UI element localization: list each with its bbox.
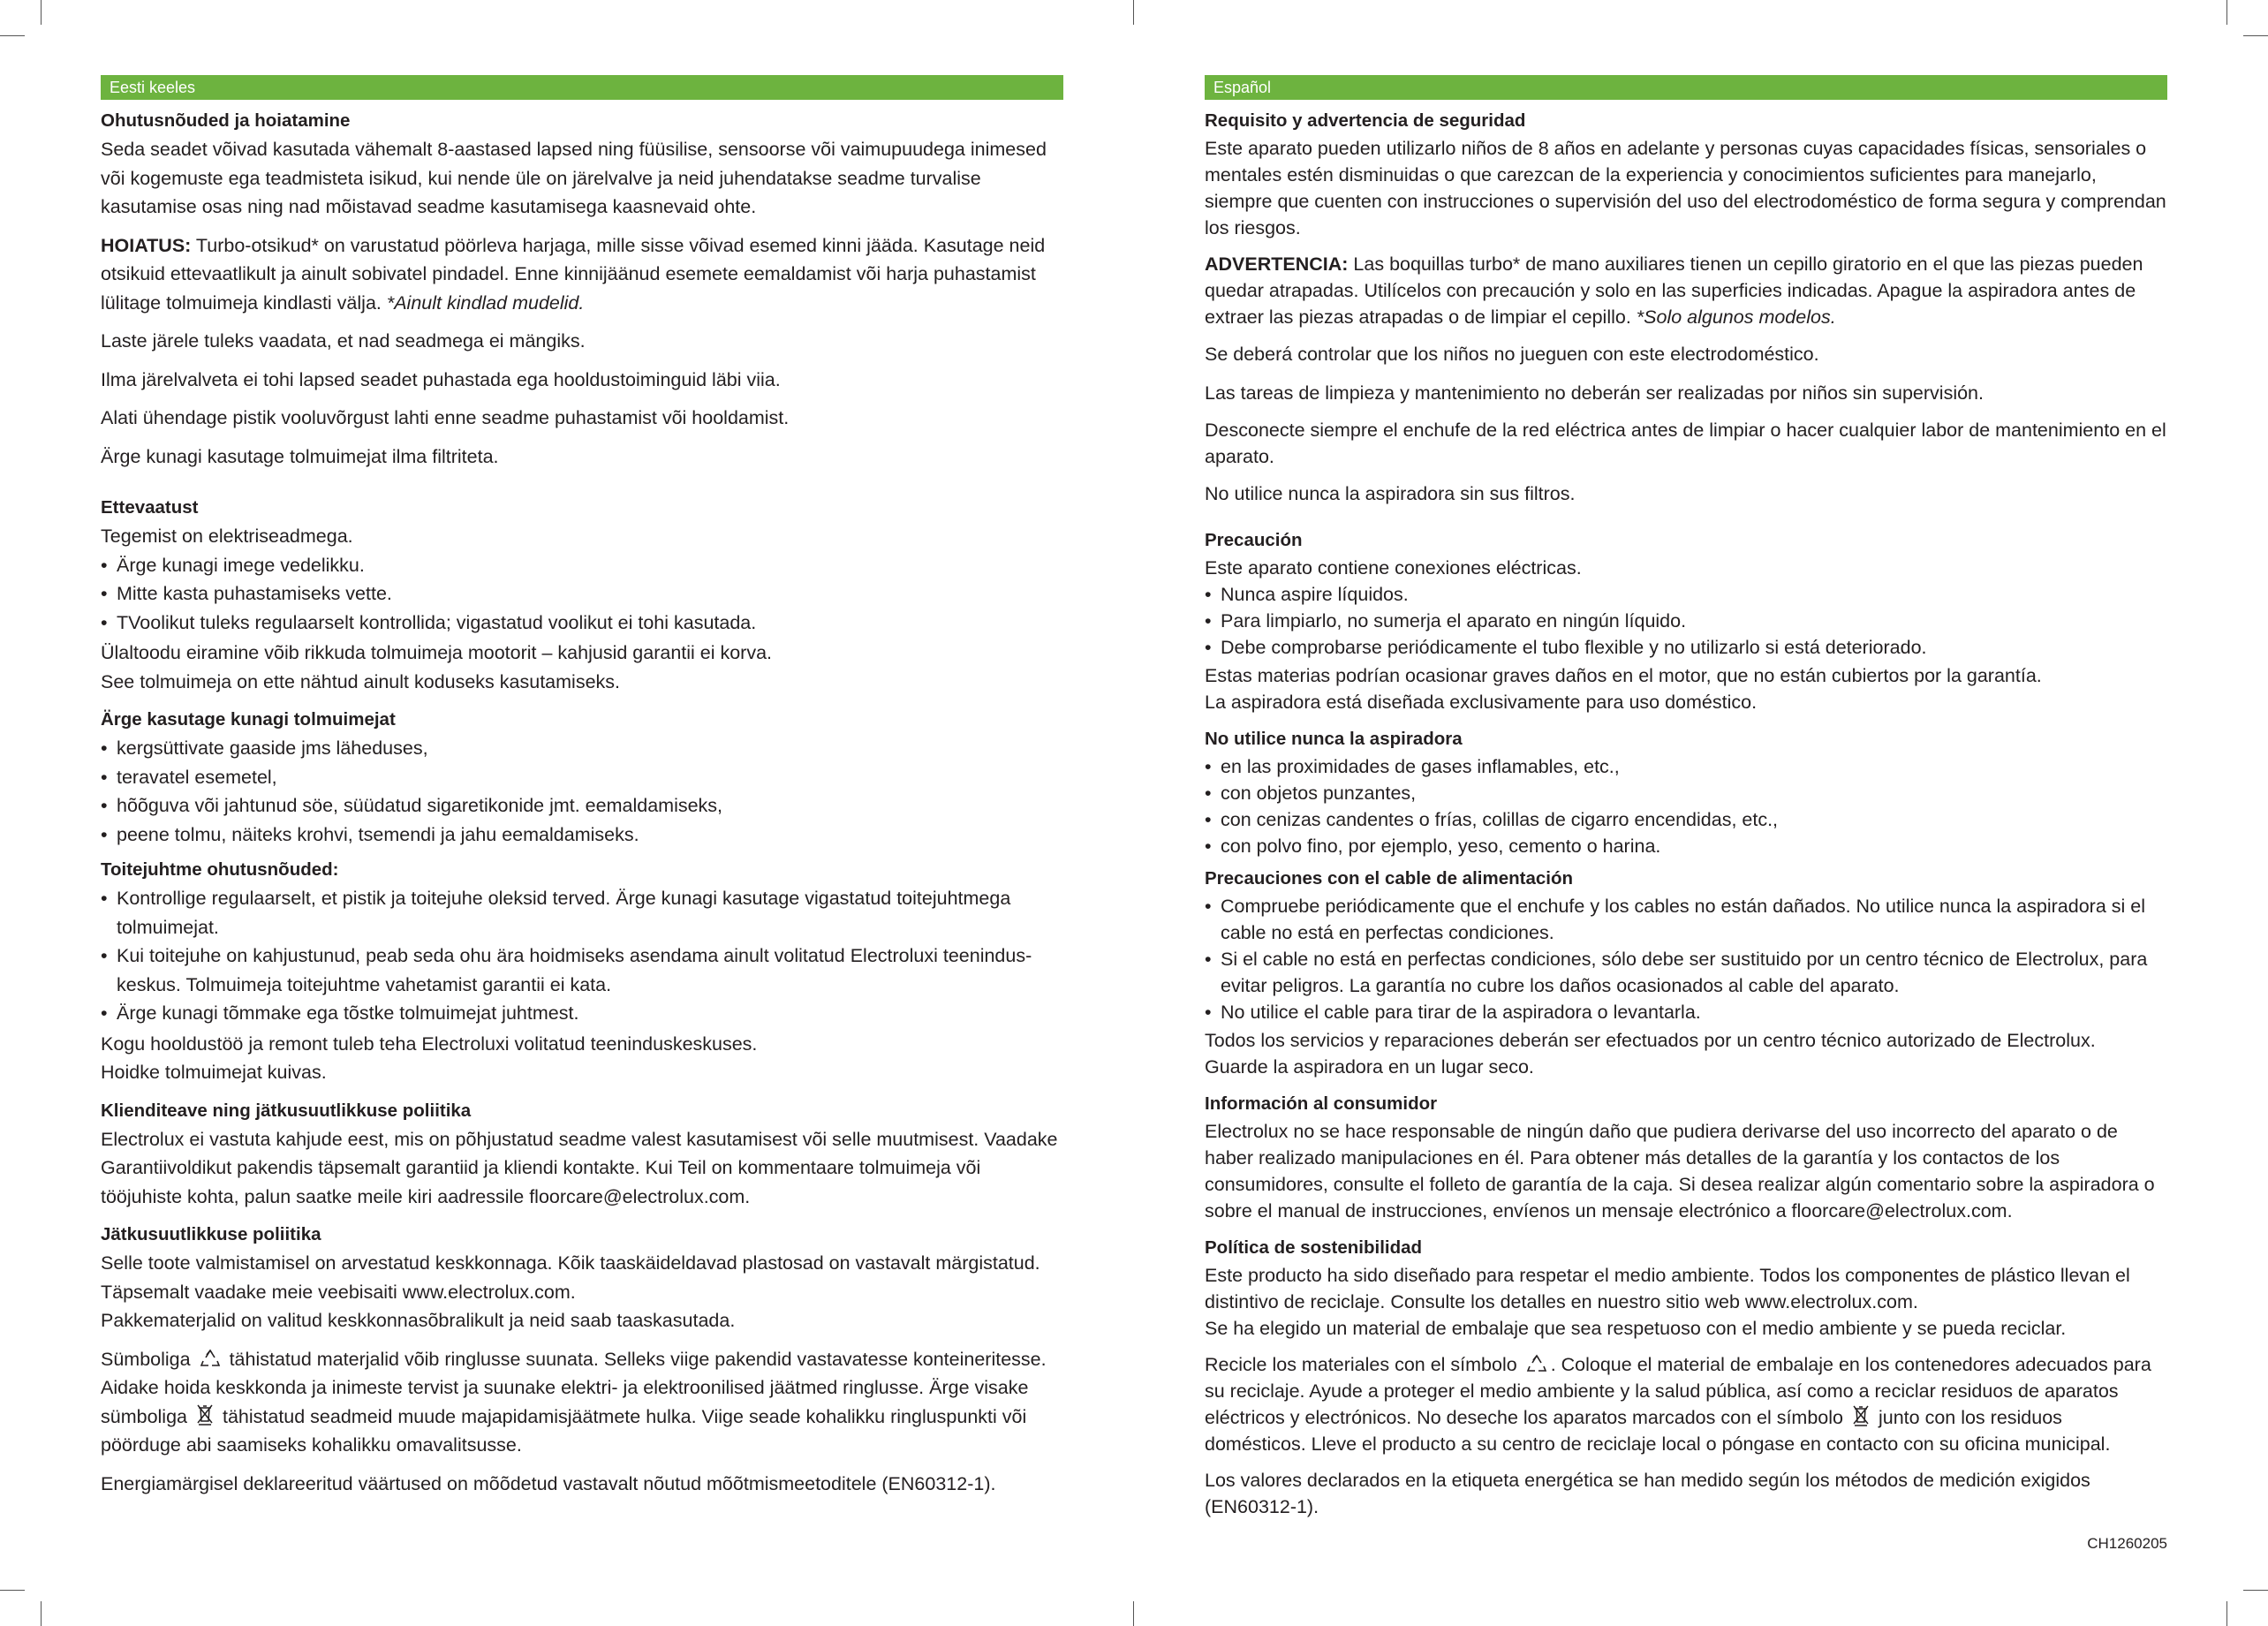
language-bar: Eesti keeles	[101, 75, 1063, 100]
text-run: Recicle los materiales con el símbolo	[1205, 1353, 1517, 1375]
paragraph: La aspiradora está diseñada exclusivamente para uso doméstico.	[1205, 691, 1758, 713]
section-heading: Toitejuhtme ohutusnõuded:	[101, 859, 339, 880]
paragraph: Hoidke tolmuimejat kuivas.	[101, 1062, 327, 1083]
bullet-list	[101, 551, 1063, 638]
section-heading: Política de sostenibilidad	[1205, 1237, 1423, 1258]
section-heading: Jätkusuutlikkuse poliitika	[101, 1224, 321, 1244]
list-item: • con objetos punzantes,	[1205, 780, 2167, 806]
paragraph: Electrolux ei vastuta kahjude eest, mis on põhjustatud seadme valest kasutamisest või selle muutmisest. Vaadake Garantiivoldikut pakendis täpsemalt garantiid ja kliendi kontakte. Kui Teil on kommentaare tolmuimeja või tööjuhiste kohta, palun saatke meile kiri aadressile floorcare@electrolux.com.	[101, 1128, 1058, 1207]
section-heading: Klienditeave ning jätkusuutlikkuse poliitika	[101, 1100, 472, 1121]
paragraph: Desconecte siempre el enchufe de la red eléctrica antes de limpiar o hacer cualquier labor de mantenimiento en el aparato.	[1205, 420, 2166, 467]
paragraph: Electrolux no se hace responsable de ningún daño que pudiera derivarse del uso incorrecto del aparato o de haber realizado manipulaciones en él. Para obtener más detalles de la garantía y los contactos de los consumidores, consulte el folleto de garantía de la caja. Si desea realizar algún comentario sobre la aspiradora o sobre el manual de instrucciones, envíenos un mensaje electrónico a floorcare@electrolux.com.	[1205, 1120, 2155, 1221]
paragraph: Alati ühendage pistik vooluvõrgust lahti enne seadme puhastamist või hooldamist.	[101, 407, 790, 428]
section-heading: Precauciones con el cable de alimentación	[1205, 867, 1573, 889]
paragraph: No utilice nunca la aspiradora sin sus filtros.	[1205, 483, 1576, 504]
warning-paragraph	[101, 231, 1063, 318]
text-run: . Coloque el material de embalaje en los contenedores adecuados para su reciclaje. Ayude a proteger el medio ambiente y la salud pública, así como a reciclar residuos de aparatos eléctricos y electrónicos. No deseche los aparatos marcados con el símbolo	[1205, 1353, 2151, 1428]
paragraph: Este producto ha sido diseñado para respetar el medio ambiente. Todos los componentes de plástico llevan el distintivo de reciclaje. Consulte los detalles en nuestro sitio web www.electrolux.com.	[1205, 1264, 2130, 1312]
paragraph: Guarde la aspiradora en un lugar seco.	[1205, 1055, 1534, 1078]
paragraph: Estas materias podrían ocasionar graves daños en el motor, que no están cubiertos por la garantía.	[1205, 664, 2042, 686]
bullet-list	[1205, 753, 2167, 859]
paragraph: Ilma järelvalveta ei tohi lapsed seadet puhastada ega hooldustoiminguid läbi viia.	[101, 368, 781, 390]
section-heading: Ettevaatust	[101, 497, 199, 518]
crop-mark	[2226, 0, 2227, 25]
paragraph: Pakkematerjalid on valitud keskkonnasõbralikult ja neid saab taaskasutada.	[101, 1310, 736, 1331]
paragraph: Laste järele tuleks vaadata, et nad seadmega ei mängiks.	[101, 330, 586, 352]
paragraph: Este aparato pueden utilizarlo niños de 8 años en adelante y personas cuyas capacidades físicas, sensoriales o mentales estén disminuidas o que carezcan de la experiencia y conocimientos suficientes para manejarlo, siempre que cuenten con instrucciones o supervisión del uso del electrodoméstico de forma segura y comprendan los riesgos.	[1205, 138, 2166, 238]
list-item: • Ärge kunagi imege vedelikku.	[101, 551, 1063, 580]
crop-mark	[41, 1601, 42, 1626]
section-heading: Información al consumidor	[1205, 1093, 1438, 1114]
language-bar: Español	[1205, 75, 2167, 100]
bullet-list	[101, 734, 1063, 849]
list-item: • en las proximidades de gases inflamables, etc.,	[1205, 753, 2167, 780]
recycle-icon	[199, 1348, 222, 1369]
crop-mark	[0, 1590, 25, 1591]
paragraph: Este aparato contiene conexiones eléctricas.	[1205, 556, 1582, 579]
weee-bin-icon	[1851, 1404, 1871, 1427]
estonian-column	[101, 75, 1063, 1508]
weee-bin-icon	[195, 1403, 215, 1426]
list-item: • hõõguva või jahtunud söe, süüdatud sigaretikonide jmt. eemaldamiseks,	[101, 791, 1063, 821]
warning-note: *Ainult kindlad mudelid.	[386, 291, 585, 314]
recycle-icon	[1525, 1353, 1548, 1374]
list-item: • Mitte kasta puhastamiseks vette.	[101, 579, 1063, 609]
list-item: • Ärge kunagi tõmmake ega tõstke tolmuimejat juhtmest.	[101, 999, 1063, 1028]
warning-note: *Solo algunos modelos.	[1636, 306, 1836, 328]
list-item: • TVoolikut tuleks regulaarselt kontrollida; vigastatud voolikut ei tohi kasutada.	[101, 609, 1063, 638]
section-heading: Ärge kasutage kunagi tolmuimejat	[101, 709, 396, 730]
crop-mark	[0, 35, 25, 36]
crop-mark	[41, 0, 42, 25]
list-item: • con polvo fino, por ejemplo, yeso, cemento o harina.	[1205, 833, 2167, 859]
list-item: • teravatel esemetel,	[101, 763, 1063, 792]
bullet-list	[1205, 581, 2167, 661]
list-item: • Si el cable no está en perfectas condiciones, sólo debe ser sustituido por un centro técnico de Electrolux, para evitar peligros. La garantía no cubre los daños ocasionados al cable del aparato.	[1205, 946, 2167, 999]
fold-mark	[1133, 1601, 1134, 1626]
paragraph: Kogu hooldustöö ja remont tuleb teha Electroluxi volitatud teeninduskeskuses.	[101, 1032, 758, 1055]
paragraph: Todos los servicios y reparaciones deberán ser efectuados por un centro técnico autorizado de Electrolux.	[1205, 1029, 2096, 1051]
bullet-list	[1205, 893, 2167, 1025]
section-heading: Ohutusnõuded ja hoiatamine	[101, 110, 351, 131]
list-item: • Para limpiarlo, no sumerja el aparato en ningún líquido.	[1205, 608, 2167, 634]
list-item: • Compruebe periódicamente que el enchufe y los cables no están dañados. No utilice nunca la aspiradora si el cable no está en perfectas condiciones.	[1205, 893, 2167, 946]
fold-mark	[1133, 0, 1134, 25]
document-code: CH1260205	[2087, 1535, 2167, 1552]
section-heading: No utilice nunca la aspiradora	[1205, 728, 1463, 749]
paragraph: Seda seadet võivad kasutada vähemalt 8-aastased lapsed ning füüsilise, sensoorse või vaimupuudega inimesed või kogemuste ega teadmisteta isikud, kui nende üle on järelvalve ja neid juhendatakse seadme turvalise kasutamise osas ning nad mõistavad seadme kasutamisega kaasnevaid ohte.	[101, 139, 1047, 217]
warning-text: Las boquillas turbo* de mano auxiliares tienen un cepillo giratorio en el que las piezas pueden quedar atrapadas. Utilícelos con precaución y solo en las superficies indicadas. Apague la aspiradora antes de extraer las piezas atrapadas o de limpiar el cepillo.	[1205, 253, 2143, 328]
text-run: tähistatud seadmeid muude majapidamisjäätmete hulka. Viige seade kohalikku ringluspunkti või pöörduge abi saamiseks kohalikku omavalitsusse.	[101, 1405, 1027, 1456]
crop-mark	[2243, 1590, 2268, 1591]
crop-mark	[2226, 1601, 2227, 1626]
paragraph: Tegemist on elektriseadmega.	[101, 526, 353, 547]
paragraph: Ärge kunagi kasutage tolmuimejat ilma filtriteta.	[101, 445, 499, 467]
paragraph: See tolmuimeja on ette nähtud ainult koduseks kasutamiseks.	[101, 670, 620, 692]
paragraph: Energiamärgisel deklareeritud väärtused on mõõdetud vastavalt nõutud mõõtmismeetoditele (EN60312-1).	[101, 1472, 996, 1494]
paragraph: Selle toote valmistamisel on arvestatud keskkonnaga. Kõik taaskäideldavad plastosad on vastavalt märgistatud.	[101, 1252, 1040, 1274]
crop-mark	[2243, 35, 2268, 36]
bullet-list	[101, 884, 1063, 1028]
paragraph: Ülaltoodu eiramine võib rikkuda tolmuimeja mootorit – kahjusid garantii ei korva.	[101, 642, 773, 663]
section-heading: Precaución	[1205, 529, 1303, 550]
paragraph: Las tareas de limpieza y mantenimiento no deberán ser realizadas por niños sin supervisión.	[1205, 382, 1984, 404]
recycling-paragraph	[101, 1345, 1063, 1460]
list-item: • Debe comprobarse periódicamente el tubo flexible y no utilizarlo si está deteriorado.	[1205, 634, 2167, 661]
text-run: tähistatud materjalid võib ringlusse suunata. Selleks viige pakendid vastavatesse konteineritesse. Aidake hoida keskkonda ja inimeste tervist ja suunake elektri- ja elektroonilised jäätmed ringlusse. Ärge visake sümboliga	[101, 1348, 1047, 1427]
recycling-paragraph	[1205, 1351, 2167, 1457]
warning-label: HOIATUS:	[101, 234, 192, 256]
list-item: • Kui toitejuhe on kahjustunud, peab seda ohu ära hoidmiseks asendama ainult volitatud Electroluxi teeninduskeskus. Tolmuimeja toitejuhtme vahetamist garantii ei kata.	[101, 942, 1063, 999]
list-item: • peene tolmu, näiteks krohvi, tsemendi ja jahu eemaldamiseks.	[101, 821, 1063, 850]
text-run: junto con los residuos domésticos. Lleve el producto a su centro de reciclaje local o póngase en contacto con su oficina municipal.	[1205, 1406, 2111, 1455]
list-item: • Nunca aspire líquidos.	[1205, 581, 2167, 608]
spanish-column	[1205, 75, 2167, 1530]
list-item: • kergsüttivate gaaside jms läheduses,	[101, 734, 1063, 763]
warning-text: Turbo-otsikud* on varustatud pöörleva harjaga, mille sisse võivad esemed kinni jääda. Kasutage neid otsikuid ettevaatlikult ja ainult sobivatel pindadel. Enne kinnijäänud esemete eemaldamist või harja puhastamist lülitage tolmuimeja kindlasti välja.	[101, 234, 1046, 314]
paragraph: Se ha elegido un material de embalaje que sea respetuoso con el medio ambiente y se pueda reciclar.	[1205, 1317, 2067, 1339]
list-item: • No utilice el cable para tirar de la aspiradora o levantarla.	[1205, 999, 2167, 1025]
paragraph: Los valores declarados en la etiqueta energética se han medido según los métodos de medición exigidos (EN60312-1).	[1205, 1469, 2090, 1517]
list-item: • con cenizas candentes o frías, colillas de cigarro encendidas, etc.,	[1205, 806, 2167, 833]
list-item: • Kontrollige regulaarselt, et pistik ja toitejuhe oleksid terved. Ärge kunagi kasutage vigastatud toitejuhtmega tolmuimejat.	[101, 884, 1063, 942]
warning-paragraph	[1205, 251, 2167, 330]
paragraph: Se deberá controlar que los niños no jueguen con este electrodoméstico.	[1205, 344, 1819, 365]
text-run: Sümboliga	[101, 1348, 191, 1370]
paragraph: Täpsemalt vaadake meie veebisaiti www.electrolux.com.	[101, 1281, 576, 1303]
warning-label: ADVERTENCIA:	[1205, 253, 1349, 275]
section-heading: Requisito y advertencia de seguridad	[1205, 110, 1526, 131]
